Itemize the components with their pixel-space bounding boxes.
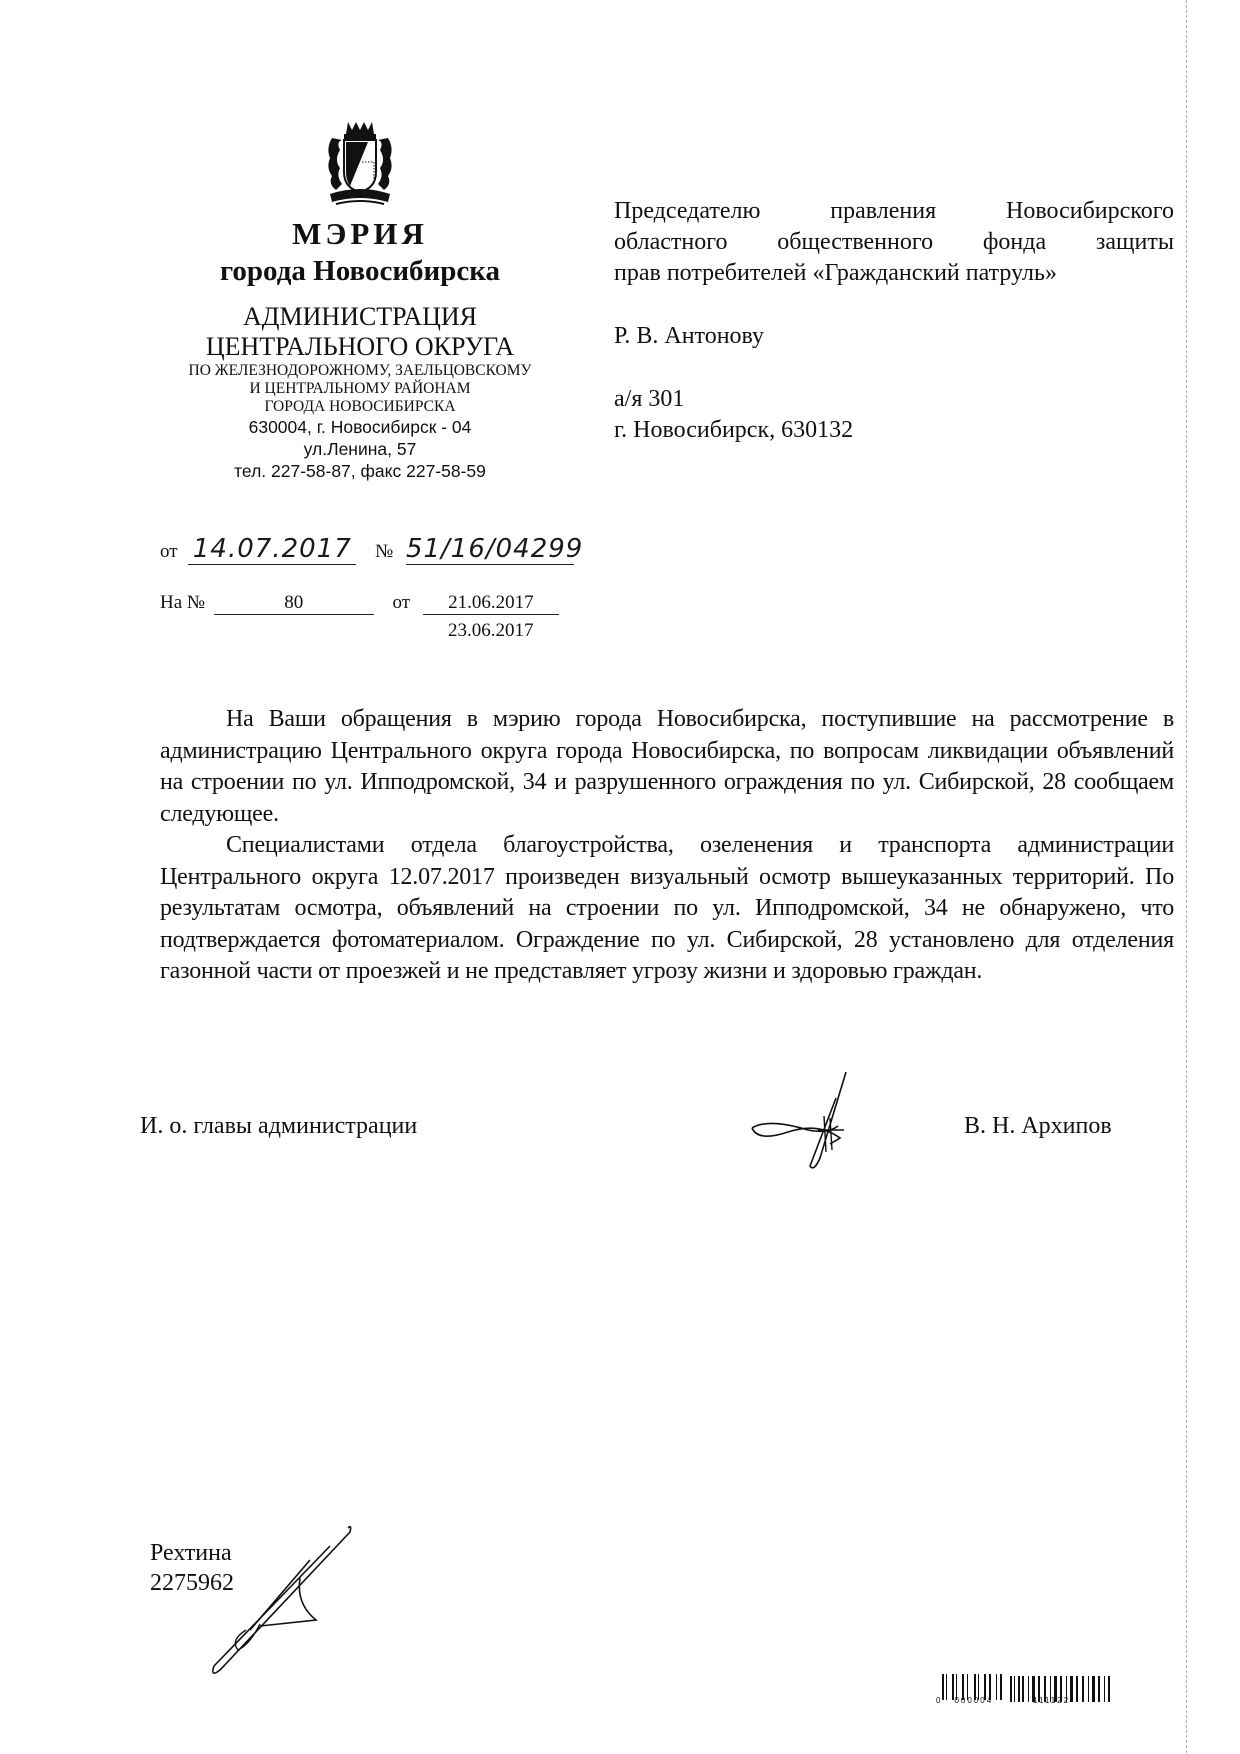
address-line1: 630004, г. Новосибирск - 04 (248, 417, 472, 437)
addressee-name: Р. В. Антонову (614, 323, 765, 349)
reply-number-label: На № (160, 592, 206, 613)
barcode-group-1: 000004 (954, 1696, 994, 1705)
executor-phone: 2275962 (150, 1570, 234, 1596)
letterhead-title: МЭРИЯ (292, 216, 428, 251)
district-line1: ПО ЖЕЛЕЗНОДОРОЖНОМУ, ЗАЕЛЬЦОВСКОМУ (188, 362, 532, 379)
executor-name: Рехтина (150, 1540, 232, 1566)
barcode-digits (936, 1696, 1126, 1705)
addressee-po-box: а/я 301 (614, 386, 685, 412)
date-label: от (160, 541, 178, 562)
letterhead (140, 210, 580, 482)
reply-date-label: от (392, 592, 411, 613)
signatory-position: И. о. главы администрации (140, 1113, 418, 1139)
scan-edge-line (1186, 0, 1187, 1754)
admin-name-line2: ЦЕНТРАЛЬНОГО ОКРУГА (205, 332, 515, 361)
body-paragraph-2: Специалистами отдела благоустройства, озеленения и транспорта администрации Центрального округа 12.07.2017 произведен визуальный осмотр вышеуказанных территорий. По результатам осмотра, объявлений на строении по ул. Ипподромской, 34 не обнаружено, что подтверждается фотоматериалом. Ограждение по ул. Сибирской, 28 установлено для отделения газонной части от проезжей и не представляет угрозу жизни и здоровью граждан. (160, 832, 1174, 984)
barcode-left-digit: 0 (936, 1696, 943, 1705)
outgoing-reference (160, 534, 584, 565)
reply-reference (160, 592, 559, 615)
addressee-block (614, 196, 1174, 446)
admin-name-line1: АДМИНИСТРАЦИЯ (243, 302, 477, 331)
outgoing-number: 51/16/04299 (405, 534, 584, 564)
address-line2: ул.Ленина, 57 (303, 439, 417, 459)
body-paragraph-1: На Ваши обращения в мэрию города Новосибирска, поступившие на рассмотрение в администрацию Центрального округа города Новосибирска, по вопросам ликвидации объявлений на строении по ул. Ипподромской, 34 и разрушенного ограждения по ул. Сибирской, 28 сообщаем следующее. (160, 706, 1174, 827)
addressee-line2: областного общественного фонда защиты (614, 229, 1174, 255)
number-label: № (375, 541, 394, 562)
addressee-line1: Председателю правления Новосибирского (614, 198, 1174, 224)
signatory-name: В. Н. Архипов (964, 1113, 1112, 1139)
phone-fax-line: тел. 227-58-87, факс 227-58-59 (234, 461, 486, 481)
outgoing-date: 14.07.2017 (188, 534, 356, 565)
district-line3: ГОРОДА НОВОСИБИРСКА (264, 398, 456, 415)
district-line2: И ЦЕНТРАЛЬНОМУ РАЙОНАМ (249, 380, 471, 397)
reply-number: 80 (214, 592, 374, 615)
barcode-group-2: 111122 (1033, 1696, 1071, 1705)
letter-body (160, 704, 1174, 988)
addressee-line3: прав потребителей «Гражданский патруль» (614, 260, 1057, 286)
reply-date-2: 23.06.2017 (448, 620, 534, 641)
executor-signature-icon (190, 1520, 360, 1690)
reply-date-1: 21.06.2017 (423, 592, 559, 615)
signature-icon (748, 1068, 868, 1178)
letterhead-city: города Новосибирска (219, 255, 501, 287)
barcode (936, 1672, 1126, 1712)
coat-of-arms-icon (322, 118, 398, 210)
addressee-city: г. Новосибирск, 630132 (614, 417, 854, 443)
